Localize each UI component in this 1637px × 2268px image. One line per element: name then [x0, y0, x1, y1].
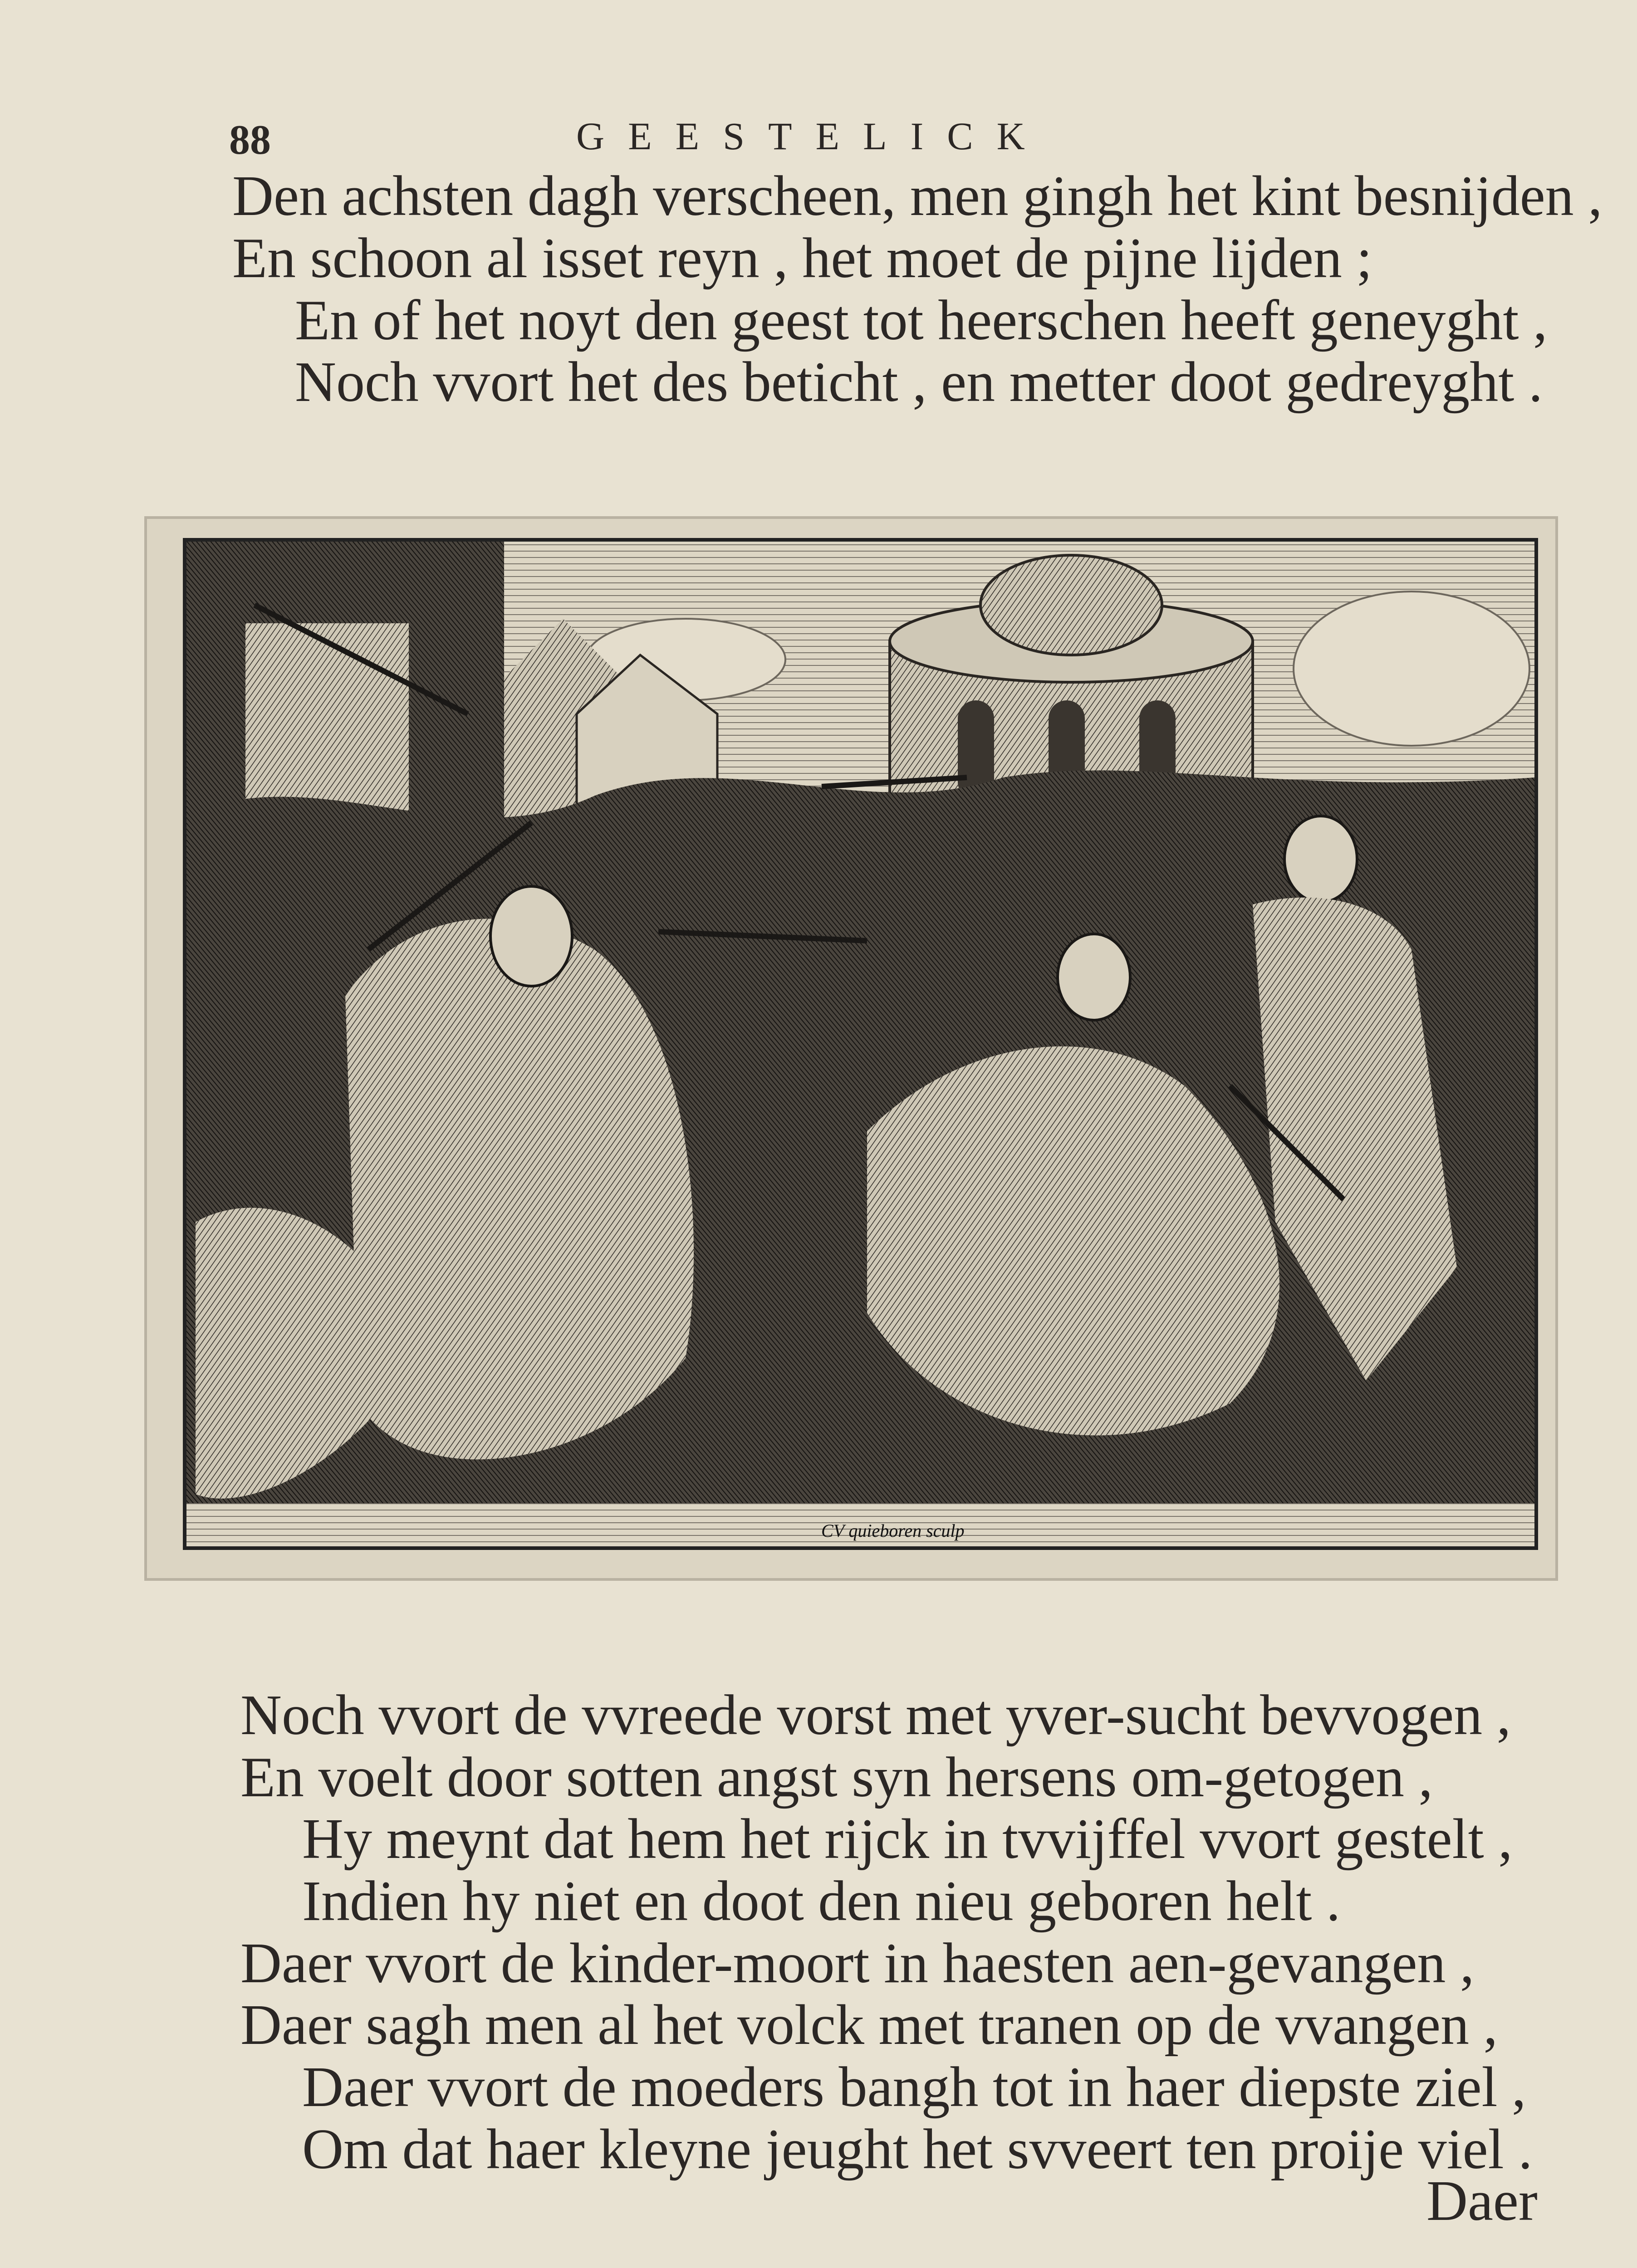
running-head: GEESTELICK — [576, 114, 1049, 158]
verse-line: Noch vvort de vvreede vorst met yver-sucht bevvogen , — [240, 1684, 1511, 1747]
verse-line: En of het noyt den geest tot heerschen heeft geneyght , — [295, 289, 1548, 352]
verse-line: Den achsten dagh verscheen, men gingh het kint besnijden , — [232, 165, 1603, 228]
verse-line: Daer vvort de kinder-moort in haesten aen-gevangen , — [240, 1932, 1475, 1995]
verse-line: Hy meynt dat hem het rijck in tvvijffel vvort gestelt , — [302, 1808, 1513, 1871]
verse-line: Indien hy niet en doot den nieu geboren helt . — [302, 1870, 1341, 1933]
verse-line: En voelt door sotten angst syn hersens om-getogen , — [240, 1746, 1433, 1809]
catchword: Daer — [1426, 2170, 1538, 2233]
verse-line: Om dat haer kleyne jeught het svveert ten proije viel . — [302, 2118, 1533, 2181]
page-number: 88 — [229, 117, 271, 163]
verse-line: Daer vvort de moeders bangh tot in haer diepste ziel , — [302, 2056, 1526, 2119]
verse-line: Daer sagh men al het volck met tranen op de vvangen , — [240, 1994, 1498, 2057]
engraver-signature: CV quieboren sculp — [821, 1520, 965, 1541]
engraving-illustration — [186, 542, 1534, 1546]
verse-line: En schoon al isset reyn , het moet de pijne lijden ; — [232, 227, 1372, 290]
verse-line: Noch vvort het des beticht , en metter doot gedreyght . — [295, 351, 1543, 414]
engraving-massacre-of-innocents — [183, 538, 1538, 1550]
